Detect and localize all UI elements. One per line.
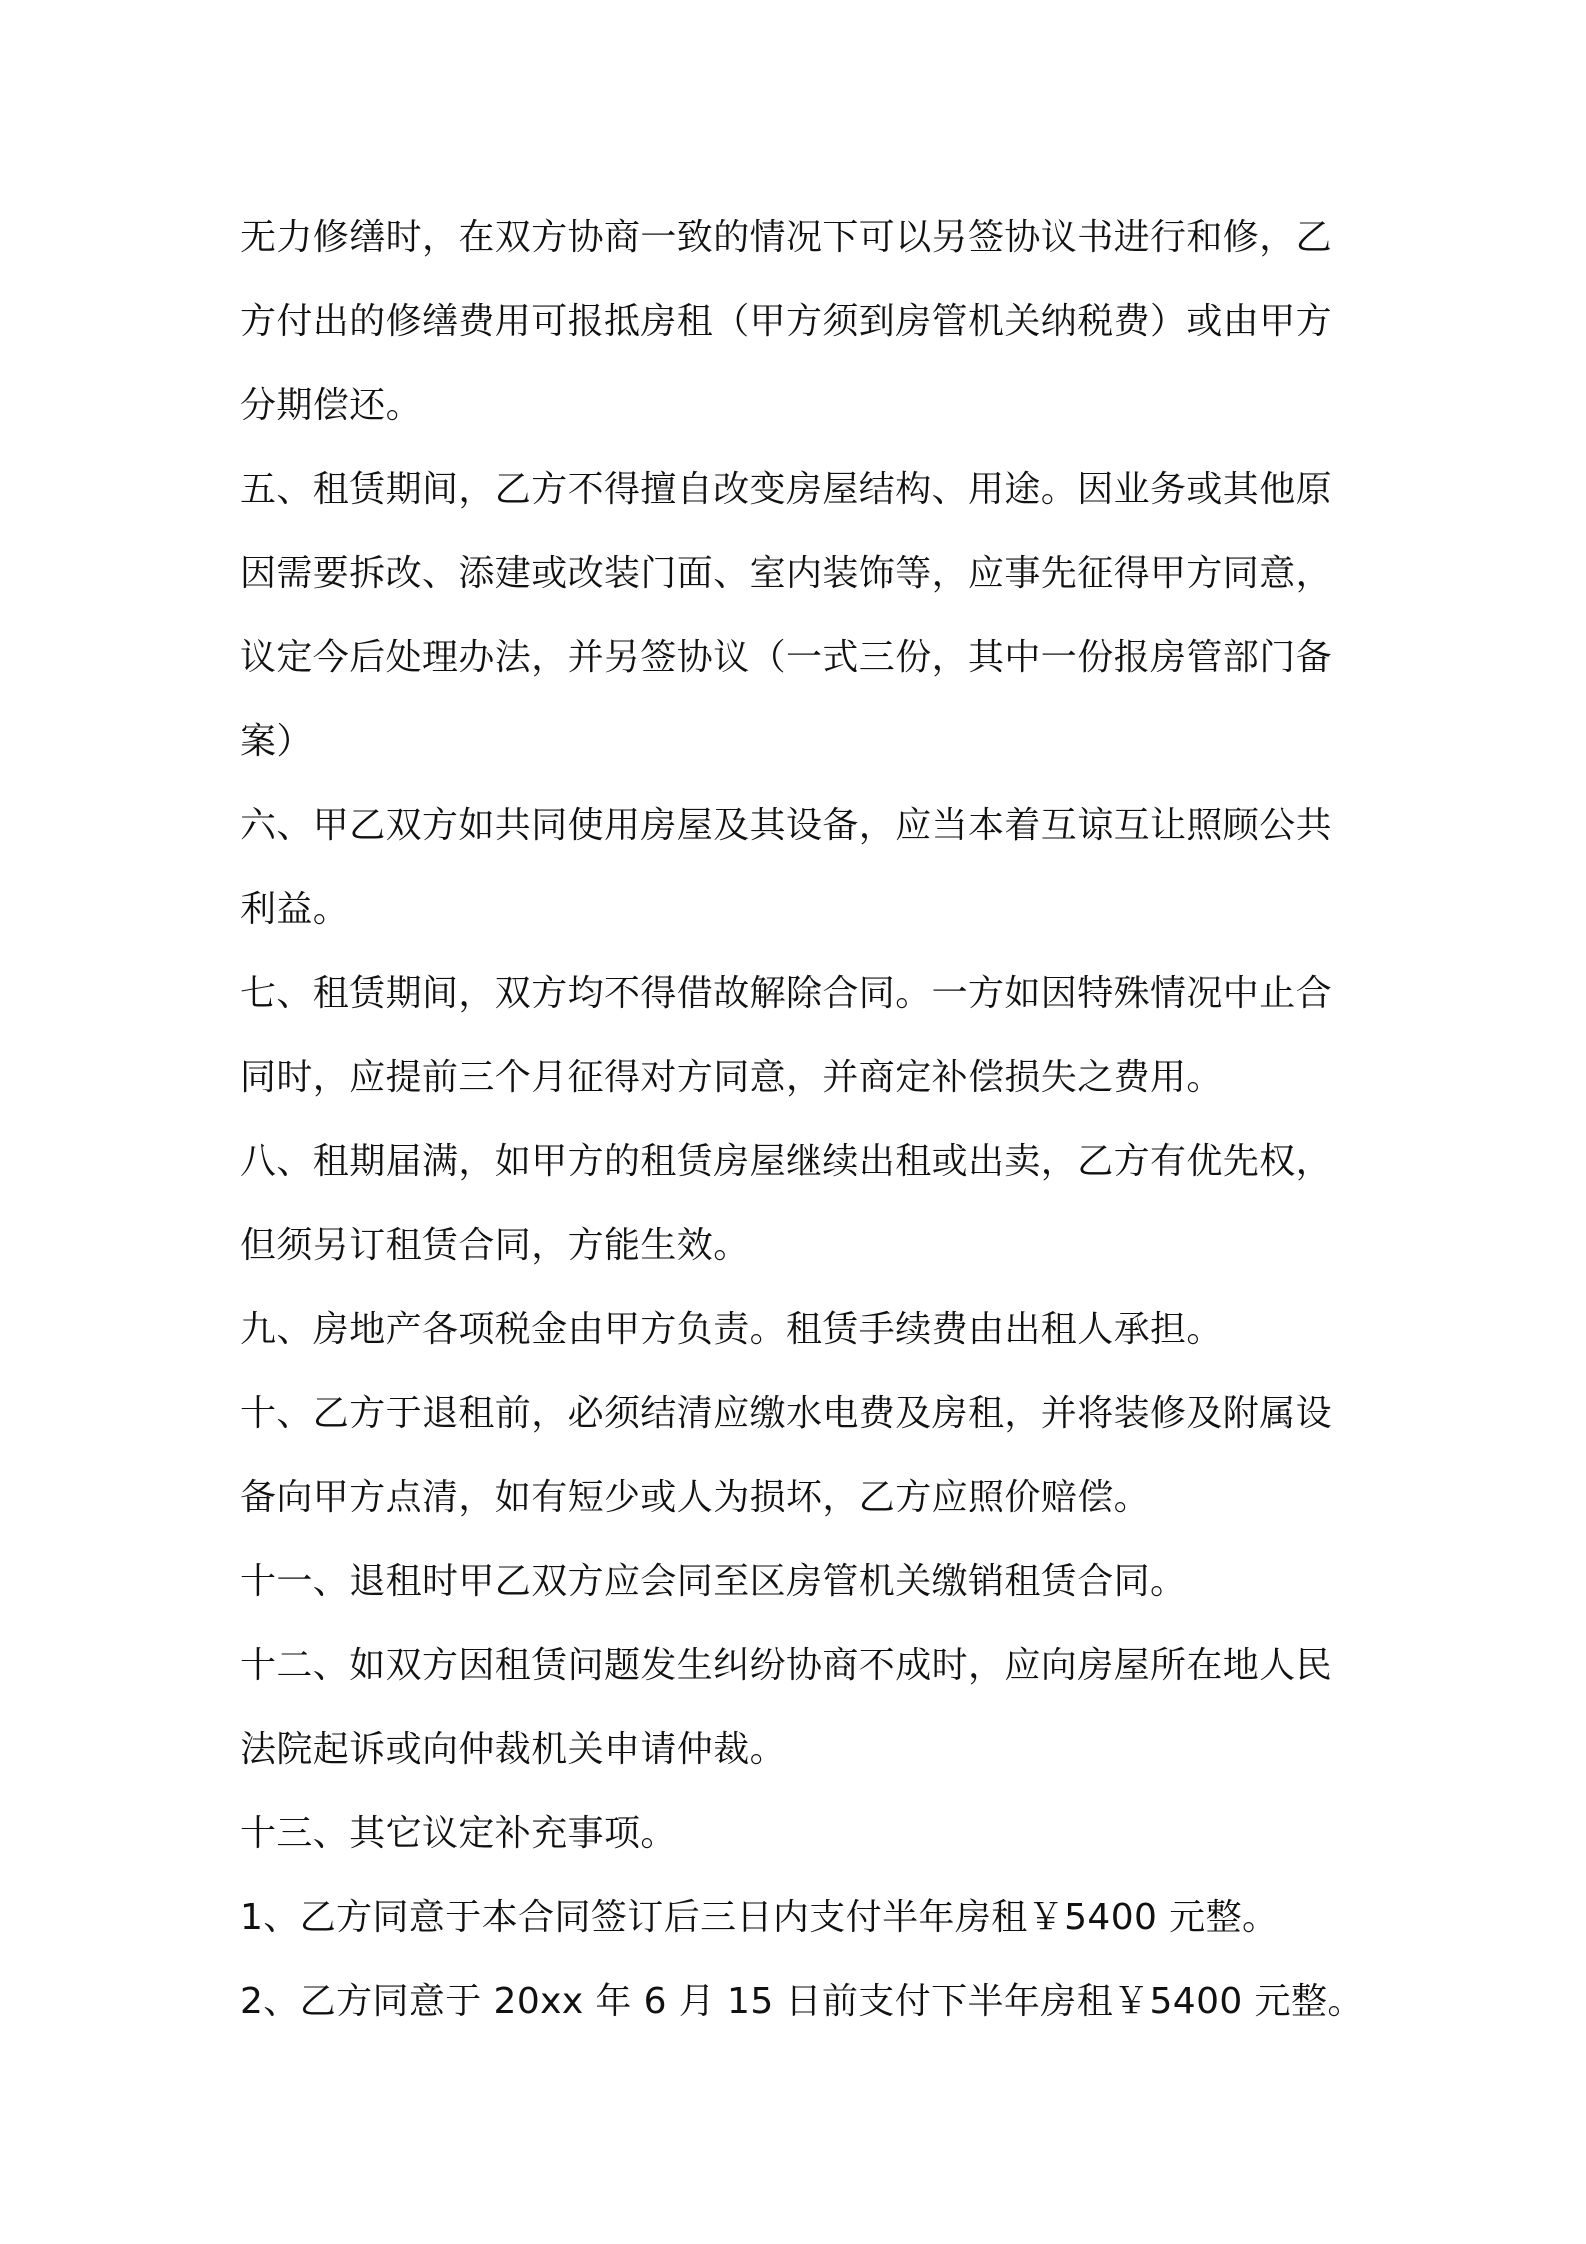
clause-9: 九、房地产各项税金由甲方负责。租赁手续费由出租人承担。: [240, 1309, 1223, 1350]
text-line: 同时，应提前三个月征得对方同意，并商定补偿损失之费用。: [240, 1057, 1223, 1098]
clause-10: 十、乙方于退租前，必须结清应缴水电费及房租，并将装修及附属设: [240, 1393, 1333, 1434]
text-line: 方付出的修缮费用可报抵房租（甲方须到房管机关纳税费）或由甲方: [240, 301, 1333, 342]
text-line: 但须另订租赁合同，方能生效。: [240, 1225, 750, 1266]
clause-12: 十二、如双方因租赁问题发生纠纷协商不成时，应向房屋所在地人民: [240, 1645, 1333, 1686]
text-line: 因需要拆改、添建或改装门面、室内装饰等，应事先征得甲方同意，: [240, 553, 1333, 594]
supplement-item-1: 1、乙方同意于本合同签订后三日内支付半年房租￥5400 元整。: [240, 1897, 1279, 1938]
clause-7: 七、租赁期间，双方均不得借故解除合同。一方如因特殊情况中止合: [240, 973, 1333, 1014]
clause-13: 十三、其它议定补充事项。: [240, 1813, 677, 1854]
clause-11: 十一、退租时甲乙双方应会同至区房管机关缴销租赁合同。: [240, 1561, 1187, 1602]
clause-5: 五、租赁期间，乙方不得擅自改变房屋结构、用途。因业务或其他原: [240, 469, 1333, 510]
clause-8: 八、租期届满，如甲方的租赁房屋继续出租或出卖，乙方有优先权，: [240, 1141, 1333, 1182]
text-line: 议定今后处理办法，并另签协议（一式三份，其中一份报房管部门备: [240, 637, 1333, 678]
supplement-item-2: 2、乙方同意于 20xx 年 6 月 15 日前支付下半年房租￥5400 元整。: [240, 1981, 1364, 2022]
text-line: 利益。: [240, 889, 350, 930]
clause-6: 六、甲乙双方如共同使用房屋及其设备，应当本着互谅互让照顾公共: [240, 805, 1333, 846]
text-line: 分期偿还。: [240, 385, 423, 426]
text-line: 法院起诉或向仲裁机关申请仲裁。: [240, 1729, 787, 1770]
text-line: 备向甲方点清，如有短少或人为损坏，乙方应照价赔偿。: [240, 1477, 1151, 1518]
text-line: 无力修缮时，在双方协商一致的情况下可以另签协议书进行和修，乙: [240, 217, 1333, 258]
document-body: [240, 196, 1364, 2044]
text-line: 案）: [240, 721, 313, 762]
